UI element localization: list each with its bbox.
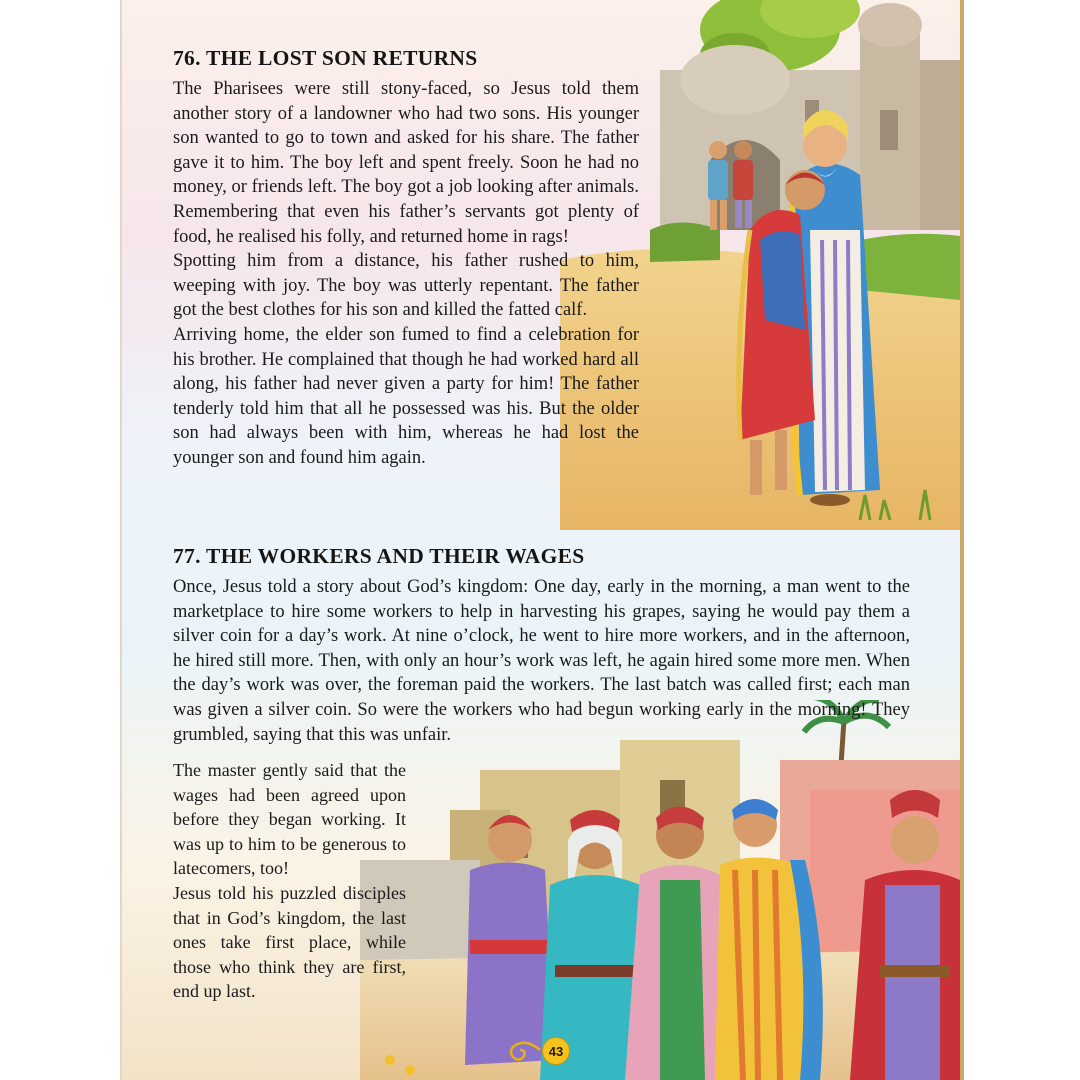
section-77-title: 77. THE WORKERS AND THEIR WAGES bbox=[173, 544, 585, 568]
page-right-edge bbox=[960, 0, 964, 1080]
page-left-edge bbox=[120, 0, 122, 1080]
section-77-intro bbox=[173, 575, 910, 747]
section-77-conclusion bbox=[173, 758, 406, 1004]
workers-illustration bbox=[360, 700, 960, 1080]
paragraph: The master gently said that the wages had been agreed upon before they began working. It was up to him to be generous to latecomers, too! bbox=[173, 760, 406, 879]
page-number: 43 bbox=[542, 1037, 570, 1065]
paragraph: Arriving home, the elder son fumed to find a celebration for his brother. He complained that though he had worked hard all along, his father had never given a party for him! The father tenderly told him that all he possessed was his. But the older son had always been with him, whereas he had lost the younger son and found him again. bbox=[173, 324, 639, 468]
section-76-title: 76. THE LOST SON RETURNS bbox=[173, 46, 478, 70]
paragraph: The Pharisees were still stony-faced, so Jesus told them another story of a landowner who had two sons. His younger son wanted to go to town and asked for his share. The father gave it to him. The boy left and spent freely. Soon he had no money, or friends left. The boy got a job looking after animals. Remembering that even his father’s servants got plenty of food, he realised his folly, and returned home in rags! bbox=[173, 79, 639, 247]
paragraph: Spotting him from a distance, his father rushed to him, weeping with joy. The boy was utterly repentant. The father got the best clothes for his son and killed the fatted calf. bbox=[173, 251, 639, 321]
paragraph: Jesus told his puzzled disciples that in God’s kingdom, the last ones take first place, while those who think they are first, end up last. bbox=[173, 882, 406, 1002]
section-76-body bbox=[173, 77, 639, 471]
flourish-ornament bbox=[506, 1036, 546, 1064]
paragraph: Once, Jesus told a story about God’s kingdom: One day, early in the morning, a man went to the marketplace to hire some workers to help in harvesting his grapes, saying he would pay them a silver coin for a day’s work. At nine o’clock, he went to hire more workers, and in the afternoon, he hired still more. Then, with only an hour’s work was left, he again hired some more men. When the day’s work was over, the foreman paid the workers. The last batch was called first; each man was given a silver coin. So were the workers who had begun working early in the morning! They grumbled, saying that this was unfair. bbox=[173, 577, 910, 745]
